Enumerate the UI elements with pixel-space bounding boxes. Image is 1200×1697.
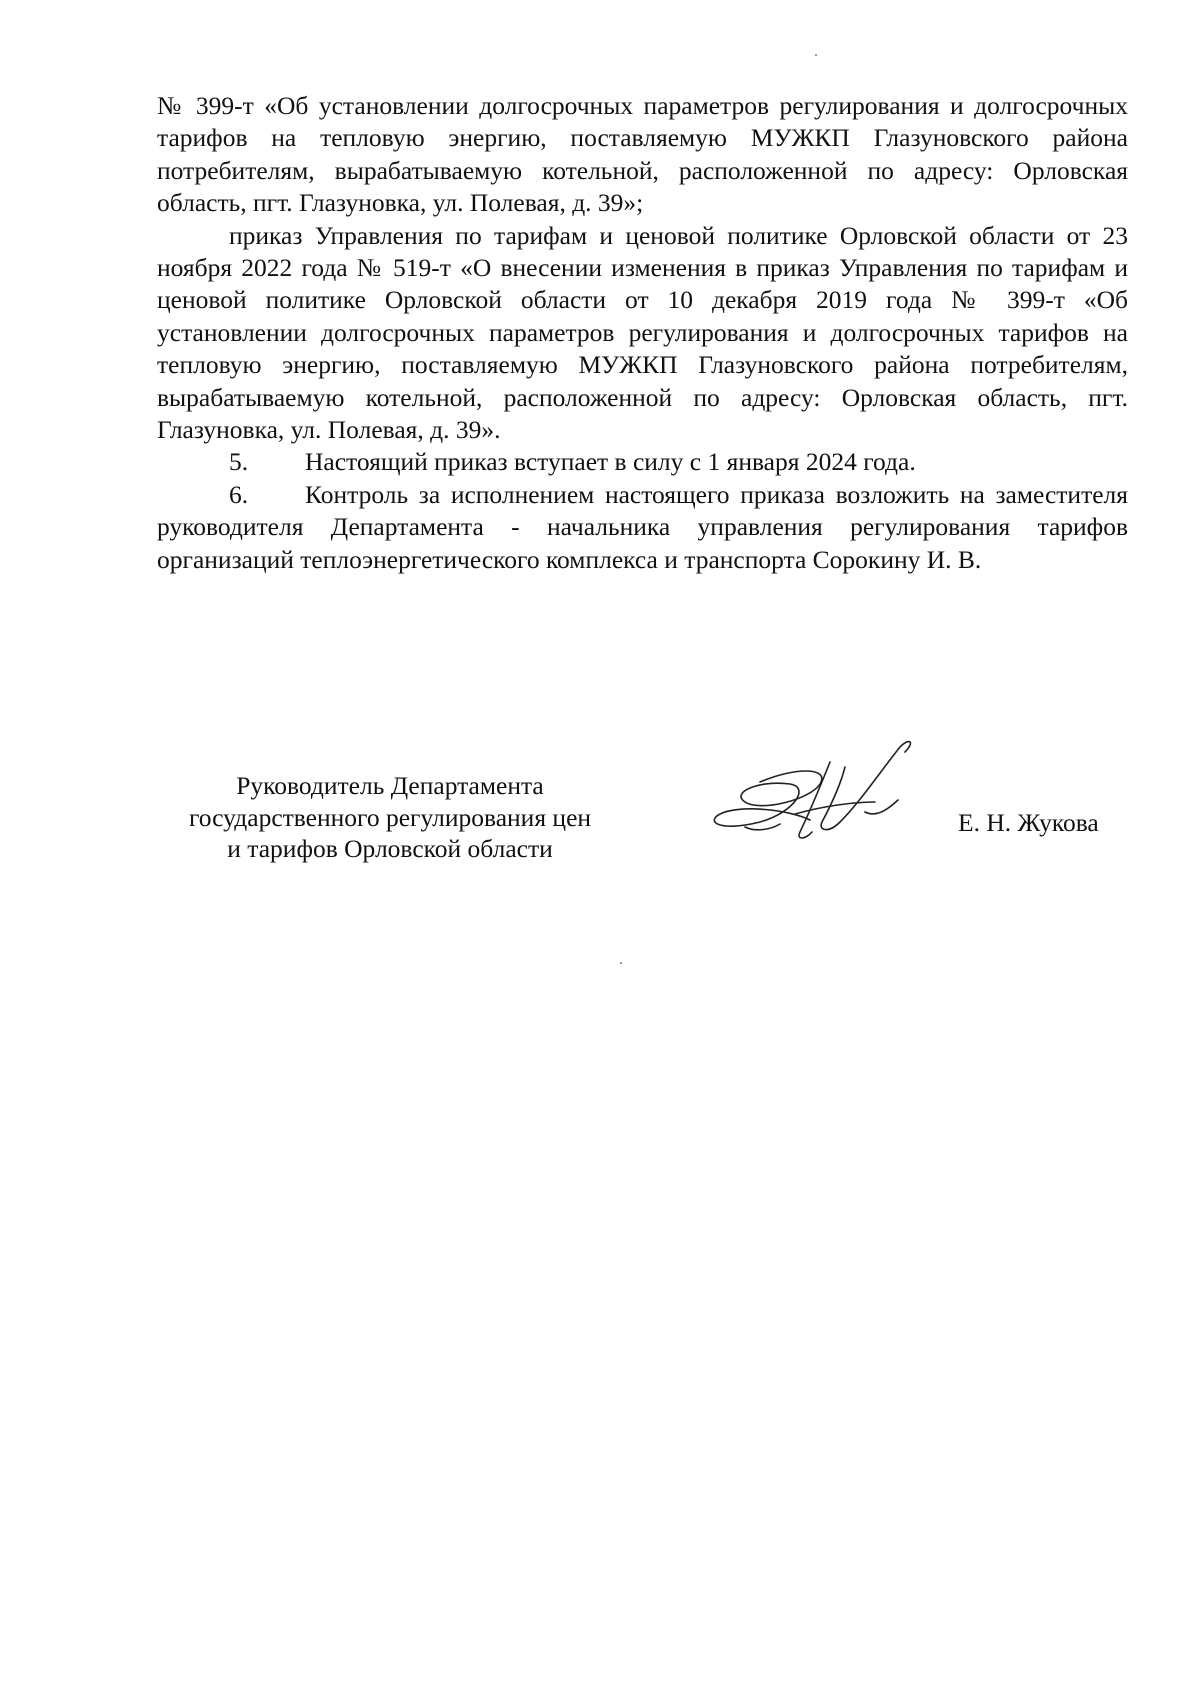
list-item-5	[157, 446, 1128, 478]
position-line-3: и тарифов Орловской области	[227, 834, 553, 863]
list-item-6	[157, 479, 1128, 576]
paragraph-order-519t: приказ Управления по тарифам и ценовой политике Орловской области от 23 ноября 2022 года № 519-т «О внесении изменения в приказ Управления по тарифам и ценовой политике Орловской области от 10 декабря 2019 года № 399-т «Об установлении долгосрочных параметров регулирования и долгосрочных тарифов на тепловую энергию, поставляемую МУЖКП Глазуновского района потребителям, вырабатываемую котельной, расположенной по адресу: Орловская область, пгт. Глазуновка, ул. Полевая, д. 39».	[157, 220, 1128, 445]
continuation-paragraph: № 399-т «Об установлении долгосрочных параметров регулирования и долгосрочных тарифов на тепловую энергию, поставляемую МУЖКП Глазуновского района потребителям, вырабатываемую котельной, расположенной по адресу: Орловская область, пгт. Глазуновка, ул. Полевая, д. 39»;	[157, 91, 1128, 218]
position-line-1: Руководитель Департамента	[236, 771, 544, 800]
scan-speck	[815, 54, 817, 56]
signer-name: Е. Н. Жукова	[958, 808, 1099, 837]
position-line-2: государственного регулирования цен	[188, 802, 592, 832]
list-item-6-text: Контроль за исполнением настоящего приказа возложить на заместителя руководителя Департамента - начальника управления регулирования тарифов организаций теплоэнергетического комплекса и транспорта Сорокину И. В.	[157, 479, 1128, 574]
list-item-6-number: 6.	[229, 479, 249, 509]
document-body	[157, 90, 1128, 576]
scan-speck	[620, 962, 622, 964]
list-item-5-text: Настоящий приказ вступает в силу с 1 января 2024 года.	[305, 447, 916, 477]
handwritten-signature	[700, 722, 950, 872]
list-item-5-number: 5.	[229, 447, 249, 477]
signatory-position	[155, 770, 625, 865]
